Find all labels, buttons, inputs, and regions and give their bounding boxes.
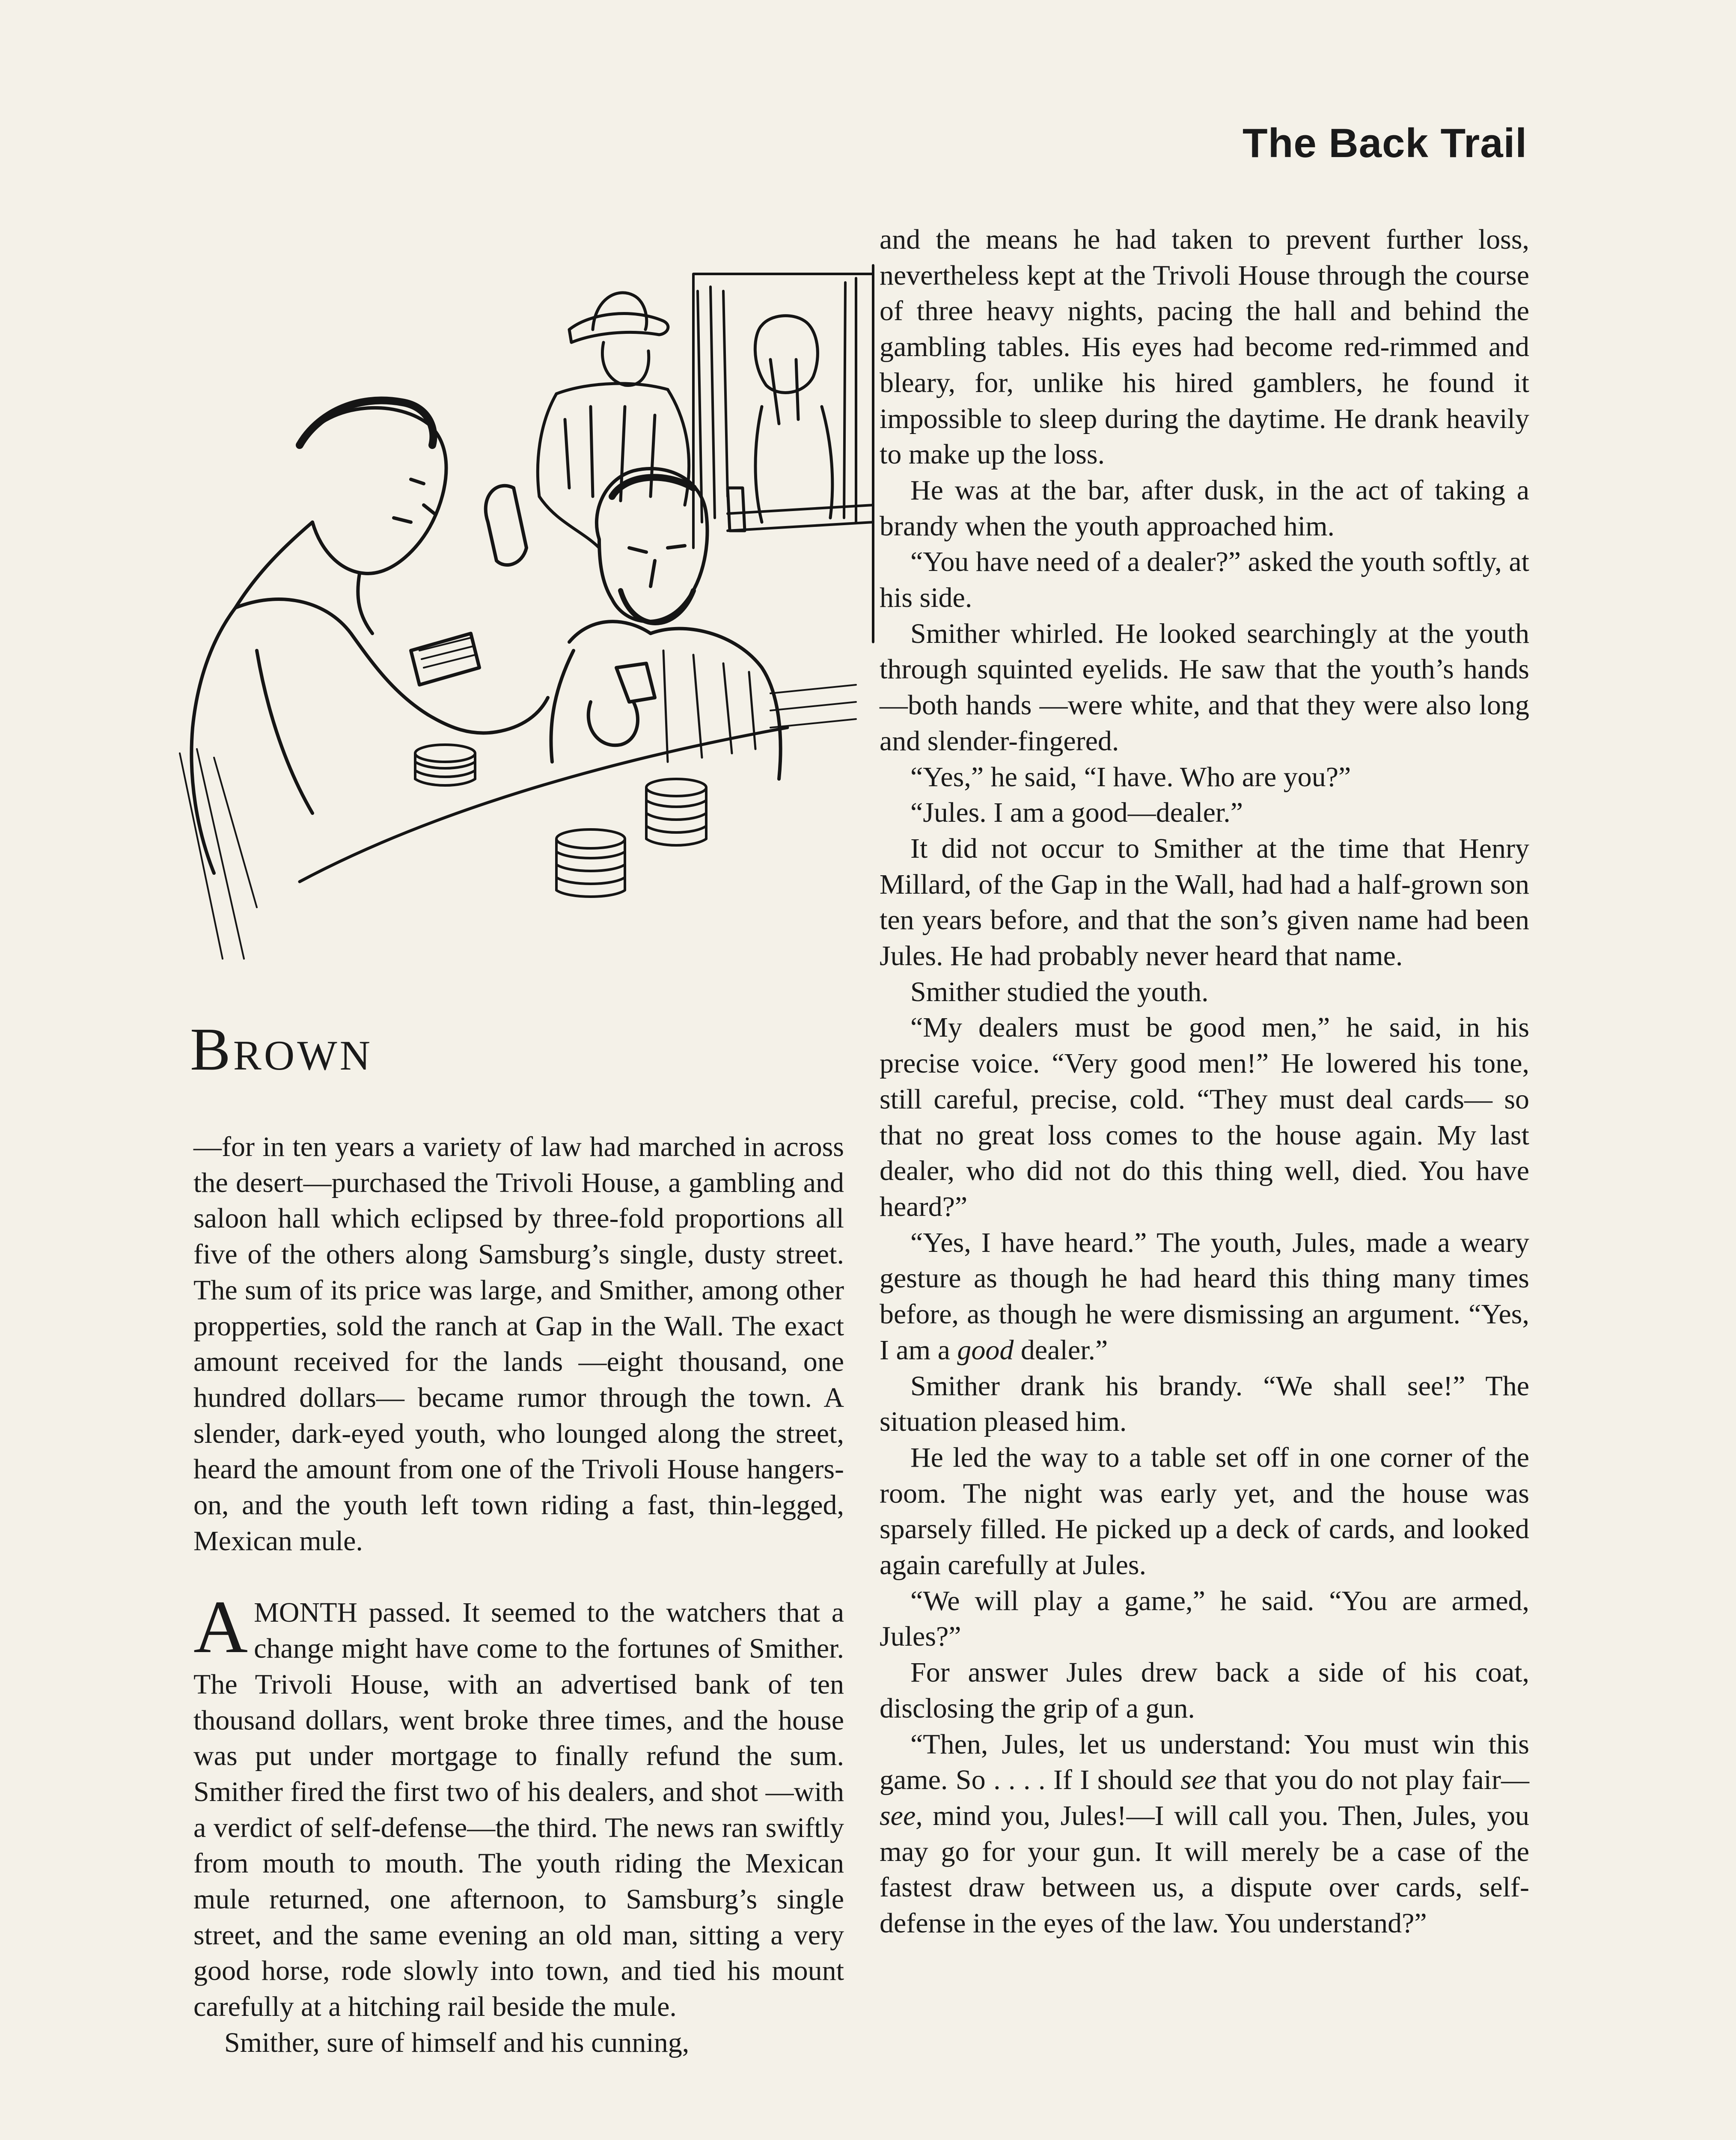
saloon-card-game-illustration <box>171 223 877 976</box>
paragraph: “Yes,” he said, “I have. Who are you?” <box>910 761 1351 793</box>
standing-cowboy <box>538 293 689 548</box>
emphasis: good <box>957 1334 1014 1366</box>
running-head: The Back Trail <box>1243 120 1527 166</box>
emphasis: see <box>1180 1764 1217 1796</box>
left-text-column <box>193 1129 844 2061</box>
paragraph: Smither whirled. He looked searchingly at the youth through squinted eyelids. He saw that the youth’s hands—both hands —were white, and that they were also long and slender-fingered. <box>880 618 1529 757</box>
paragraph: “Jules. I am a good—dealer.” <box>910 797 1243 829</box>
paragraph: and the means he had taken to prevent further loss, nevertheless kept at the Trivoli House through the course of three heavy nights, pacing the hall and behind the gambling tables. His eyes had become red-rimmed and bleary, for, unlike his hired gamblers, he found it impossible to sleep during the daytime. He drank heavily to make up the loss. <box>880 224 1529 470</box>
bartender <box>728 316 832 531</box>
paragraph: “We will play a game,” he said. “You are armed, Jules?” <box>880 1585 1529 1653</box>
drop-cap: A <box>193 1585 248 1669</box>
paragraph: He led the way to a table set off in one corner of the room. The night was early yet, and the house was sparsely filled. He picked up a deck of cards, and looked again carefully at Jules. <box>880 1442 1529 1581</box>
paragraph: “Then, Jules, let us understand: You must win this game. So . . . . If I should see that you do not play fair—see, mind you, Jules!—I will call you. Then, Jules, you may go for your gun. It will merely be a case of the fastest draw between us, a dispute over cards, self-defense in the eyes of the law. You understand?” <box>880 1728 1530 1939</box>
paragraph: “Yes, I have heard.” The youth, Jules, made a weary gesture as though he had heard this thing many times before, as though he were dismissing an argument. “Yes, I am a good dealer.” <box>880 1227 1529 1366</box>
paragraph: Smither, sure of himself and his cunning, <box>224 2027 690 2058</box>
bar-shelf <box>693 265 873 642</box>
paragraph: Smither studied the youth. <box>910 976 1209 1008</box>
story-title: Brown <box>190 1015 373 1083</box>
poker-chips <box>415 745 706 897</box>
paragraph: It did not occur to Smither at the time that Henry Millard, of the Gap in the Wall, had had a half-grown son ten years before, and that the son’s given name had been Jules. He had probably never heard that name. <box>880 832 1529 972</box>
bearded-gambler <box>551 469 780 779</box>
young-dealer <box>191 401 548 873</box>
paragraph: —for in ten years a variety of law had marched in across the desert—purchased the Trivoli House, a gambling and saloon hall which eclipsed by three-fold proportions all five of the others along Samsburg’s single, dusty street. The sum of its price was large, and Smither, among other propperties, sold the ranch at Gap in the Wall. The exact amount received for the lands —eight thousand, one hundred dollars— became rumor through the town. A slender, dark-eyed youth, who lounged along the street, heard the amount from one of the Trivoli House hangers-on, and the youth left town riding a fast, thin-legged, Mexican mule. <box>193 1131 844 1557</box>
paragraph: “My dealers must be good men,” he said, in his precise voice. “Very good men!” He lowered his tone, still careful, precise, cold. “They must deal cards— so that no great loss comes to the house again. My last dealer, who did not do this thing well, died. You have heard?” <box>880 1012 1529 1222</box>
small-caps-opening: MONTH <box>254 1597 358 1629</box>
paragraph-dropcap: AMONTH passed. It seemed to the watchers that a change might have come to the fortunes of Smither. The Trivoli House, with an advertised bank of ten thousand dollars, went broke three times, and the house was put under mortgage to finally refund the sum. Smither fired the first two of his dealers, and shot —with a verdict of self-defense—the third. The news ran swiftly from mouth to mouth. The youth riding the Mexican mule returned, one afternoon, to Samsburg’s single street, and the same evening an old man, sitting a very good horse, rode slowly into town, and tied his mount carefully at a hitching rail beside the mule. <box>193 1585 844 2023</box>
paragraph: For answer Jules drew back a side of his coat, disclosing the grip of a gun. <box>880 1657 1529 1724</box>
emphasis: see, <box>880 1800 923 1831</box>
right-text-column <box>880 222 1529 1941</box>
paragraph: “You have need of a dealer?” asked the youth softly, at his side. <box>880 546 1530 614</box>
paragraph: He was at the bar, after dusk, in the act of taking a brandy when the youth approached him. <box>880 474 1529 542</box>
card-table <box>300 728 788 882</box>
paragraph: Smither drank his brandy. “We shall see!” The situation pleased him. <box>880 1370 1529 1438</box>
